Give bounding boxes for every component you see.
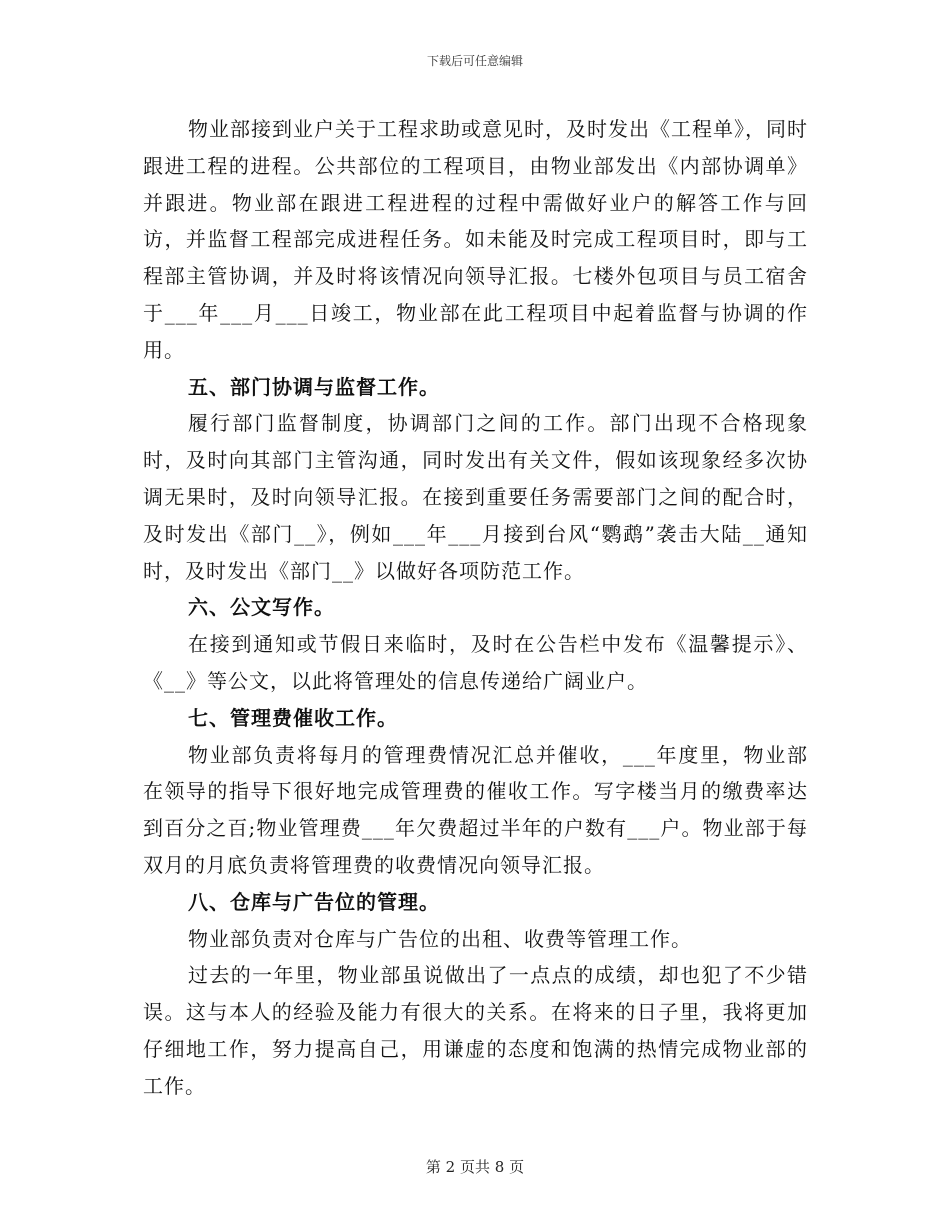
paragraph-engineering: 物业部接到业户关于工程求助或意见时，及时发出《工程单》，同时跟进工程的进程。公共部位的工程项目，由物业部发出《内部协调单》并跟进。物业部在跟进工程进程的过程中需做好业户的解答工作与回访，并监督工程部完成进程任务。如未能及时完成工程项目时，即与工程部主管协调，并及时将该情况向领导汇报。七楼外包项目与员工宿舍于___年___月___日竣工，物业部在此工程项目中起着监督与协调的作用。 [143, 117, 808, 362]
paragraph-conclusion: 过去的一年里，物业部虽说做出了一点点的成绩，却也犯了不少错误。这与本人的经验及能力有很大的关系。在将来的日子里，我将更加仔细地工作，努力提高自己，用谦虚的态度和饱满的热情完成物业部的工作。 [143, 963, 808, 1098]
section-heading-5: 五、部门协调与监督工作。 [188, 374, 440, 399]
paragraph-fee-collection: 物业部负责将每月的管理费情况汇总并催收，___年度里，物业部在领导的指导下很好地完成管理费的催收工作。写字楼当月的缴费率达到百分之百;物业管理费___年欠费超过半年的户数有___户。物业部于每双月的月底负责将管理费的收费情况向领导汇报。 [143, 742, 808, 877]
paragraph-warehouse: 物业部负责对仓库与广告位的出租、收费等管理工作。 [188, 926, 692, 951]
page-header: 下载后可任意编辑 [426, 54, 523, 68]
paragraph-document-writing: 在接到通知或节假日来临时，及时在公告栏中发布《温馨提示》、《__》等公文，以此将管理处的信息传递给广阔业户。 [143, 632, 808, 693]
page-footer: 第 2 页共 8 页 [425, 1158, 525, 1176]
section-heading-6: 六、公文写作。 [188, 595, 335, 620]
section-heading-8: 八、仓库与广告位的管理。 [188, 889, 440, 914]
paragraph-coordination: 履行部门监督制度，协调部门之间的工作。部门出现不合格现象时，及时向其部门主管沟通，同时发出有关文件，假如该现象经多次协调无果时，及时向领导汇报。在接到重要任务需要部门之间的配合时，及时发出《部门__》，例如___年___月接到台风“鹦鹉”袭击大陆__通知时，及时发出《部门__》以做好各项防范工作。 [143, 411, 808, 583]
section-heading-7: 七、管理费催收工作。 [188, 705, 398, 730]
document-body [143, 111, 808, 1105]
